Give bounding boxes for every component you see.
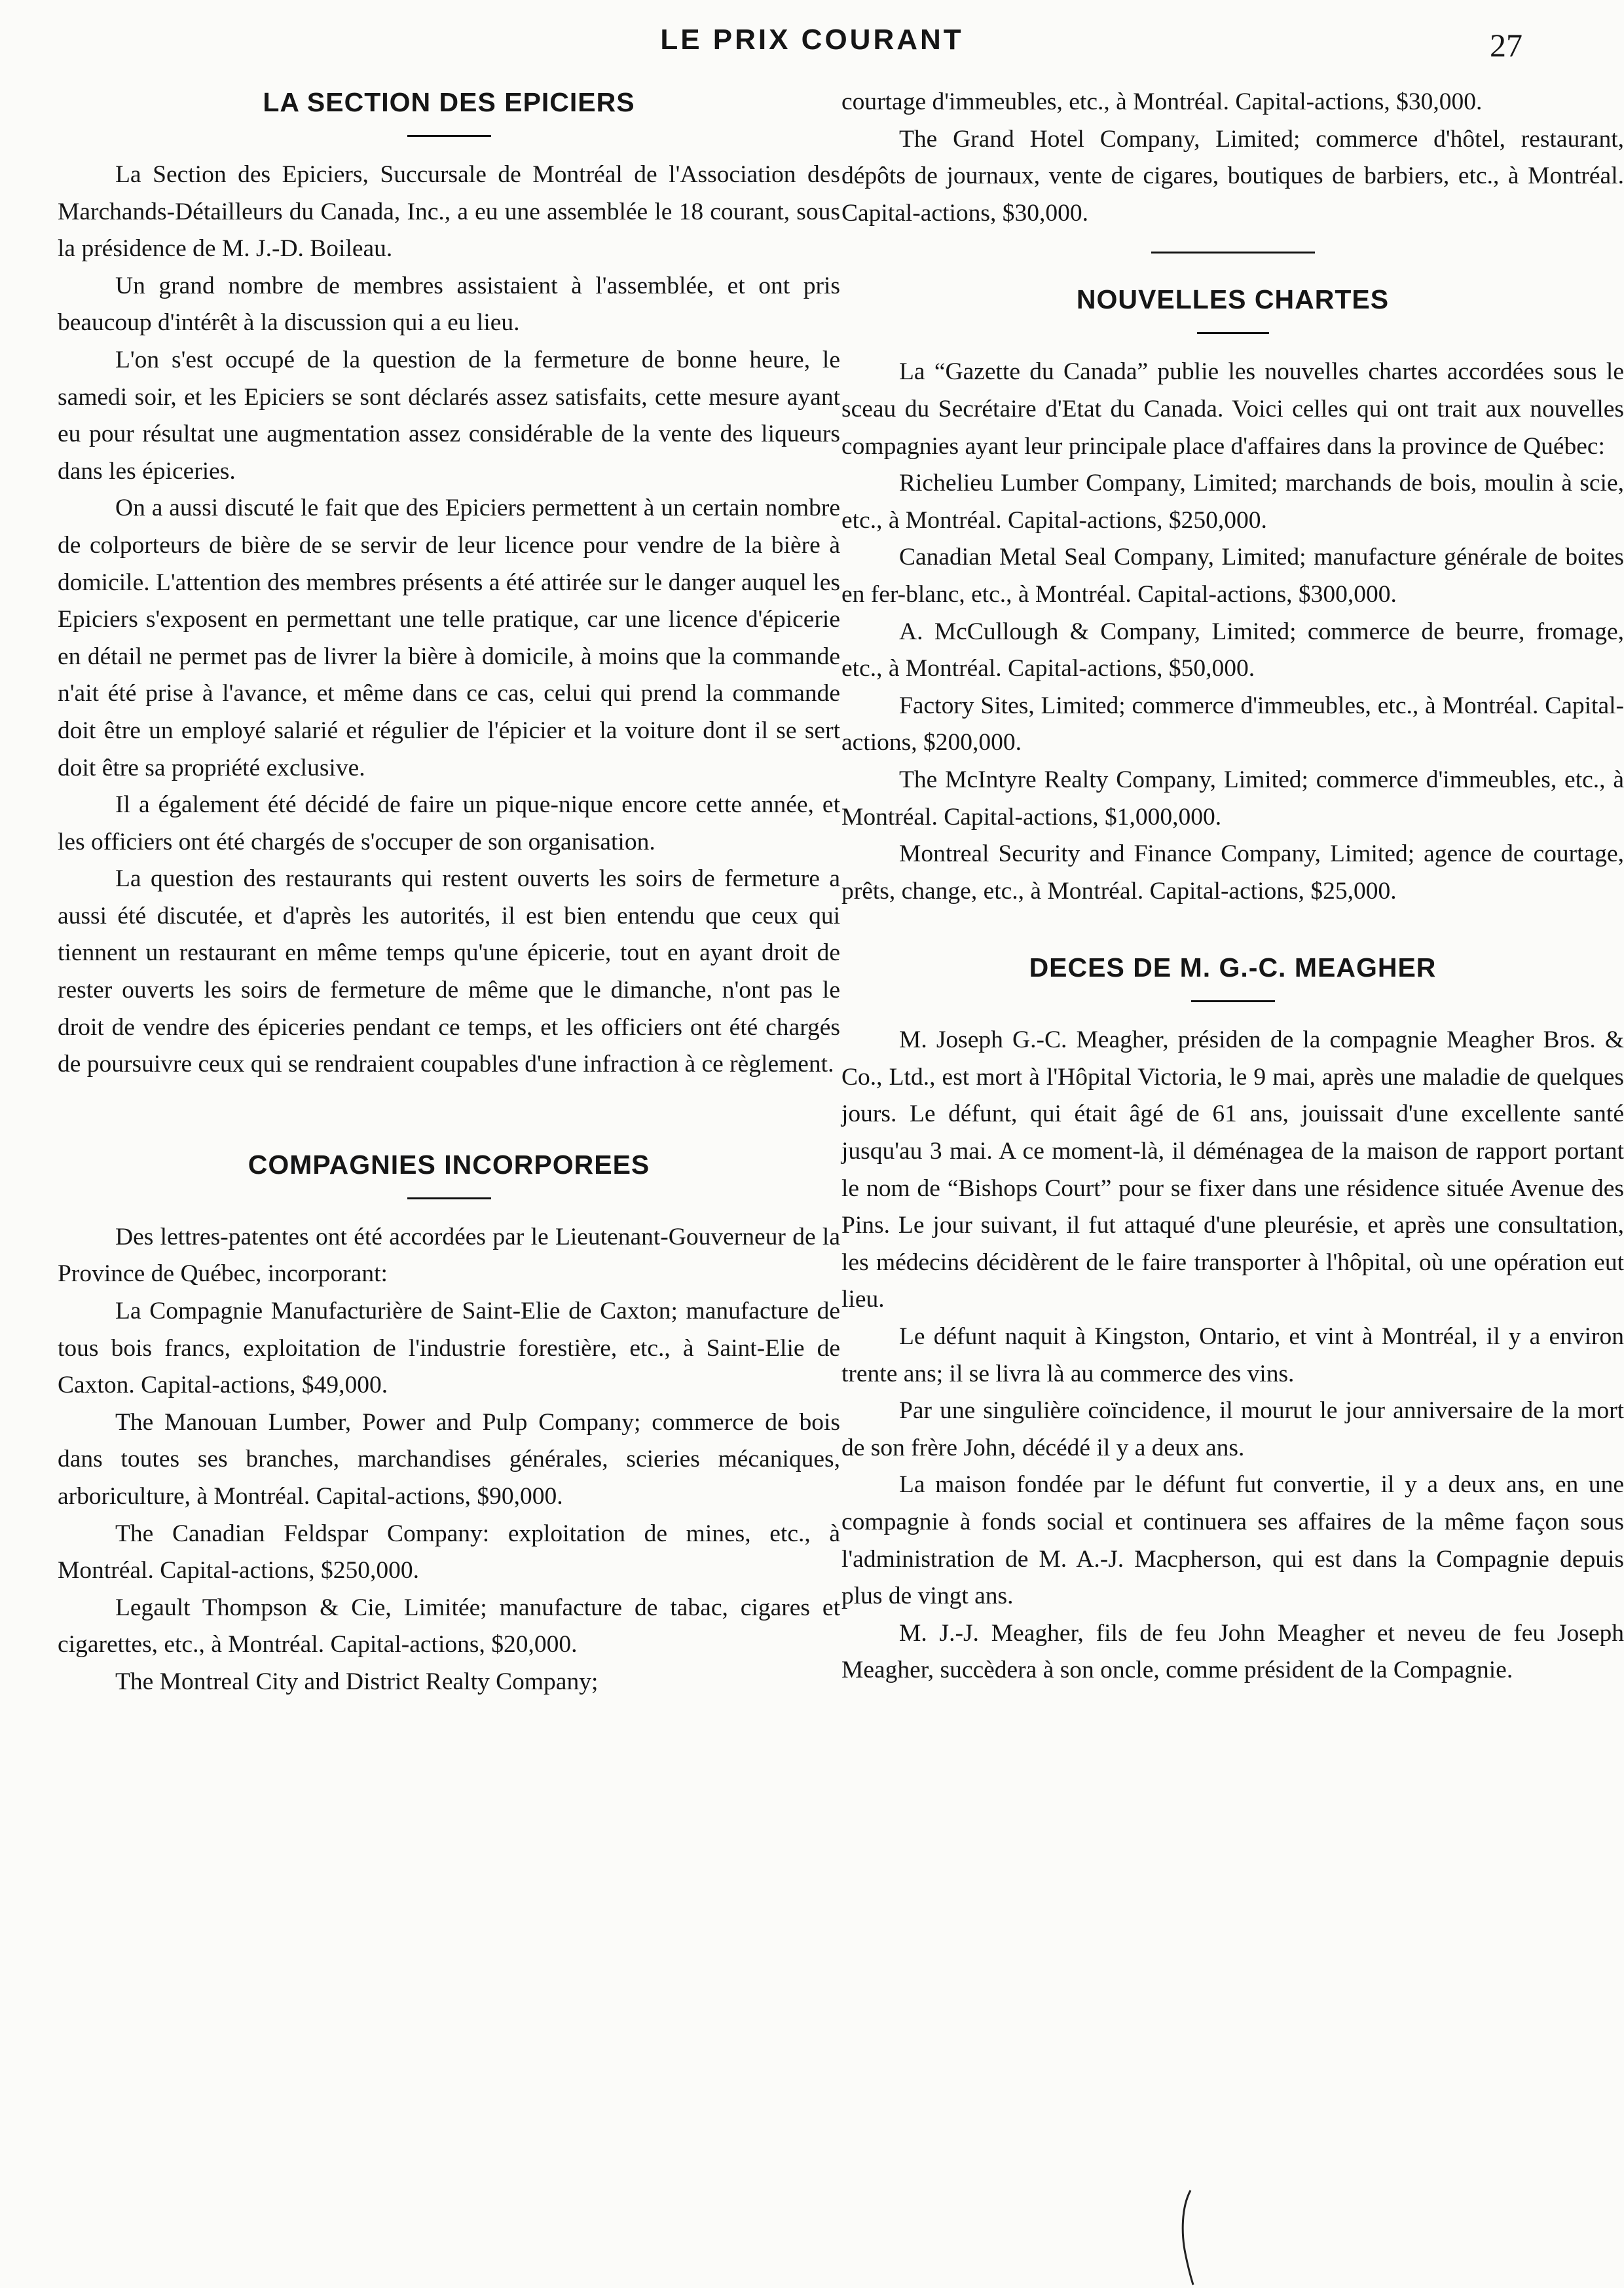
paragraph: M. J.-J. Meagher, fils de feu John Meagher et neveu de feu Joseph Meagher, succèdera à son oncle, comme président de la Compagnie. (841, 1619, 1624, 1684)
title-rule (1197, 332, 1269, 334)
paragraph: Un grand nombre de membres assistaient à l'assemblée, et ont pris beaucoup d'intérêt à la discussion qui a eu lieu. (58, 272, 840, 337)
paragraph: M. Joseph G.-C. Meagher, présiden de la compagnie Meagher Bros. & Co., Ltd., est mort à l'Hôpital Victoria, le 9 mai, après une maladie de quelques jours. Le défunt, qui était âgé de 61 ans, jouissait d'une excellente santé jusqu'au 3 mai. A ce moment-là, il déménagea de la maison de rapport portant le nom de “Bishops Court” pour se fixer dans une résidence située Avenue des Pins. Le jour suivant, il fut attaqué d'une pleurésie, et après une consultation, les médecins décidèrent de le faire transporter à l'hôpital, où une opération eut lieu. (841, 1026, 1624, 1313)
charter-entry: Montreal Security and Finance Company, Limited; agence de courtage, prêts, change, etc., à Montréal. Capital-actions, $25,000. (841, 840, 1624, 905)
deces-title: DECES DE M. G.-C. MEAGHER (1029, 952, 1437, 983)
closing-bracket-mark (1179, 2188, 1194, 2286)
chartes-title: NOUVELLES CHARTES (1076, 284, 1390, 315)
chartes-intro: La “Gazette du Canada” publie les nouvelles chartes accordées sous le sceau du Secrétaire d'Etat du Canada. Voici celles qui ont trait aux nouvelles compagnies ayant leur principale place d'affaires dans la province de Québec: (841, 358, 1624, 460)
paragraph: La Section des Epiciers, Succursale de Montréal de l'Association des Marchands-Détailleurs du Canada, Inc., a eu une assemblée le 18 courant, sous la présidence de M. J.-D. Boileau. (58, 161, 840, 263)
right-column (841, 84, 1624, 1689)
company-entry: La Compagnie Manufacturière de Saint-Elie de Caxton; manufacture de tous bois francs, exploitation de l'industrie forestière, etc., à Saint-Elie de Caxton. Capital-actions, $49,000. (58, 1298, 840, 1399)
continuation-entries (841, 84, 1624, 232)
title-rule (1191, 1000, 1275, 1002)
title-rule (407, 135, 491, 137)
section-gap (58, 1083, 840, 1146)
company-entry: courtage d'immeubles, etc., à Montréal. Capital-actions, $30,000. (841, 88, 1483, 115)
journal-title: LE PRIX COURANT (660, 24, 964, 56)
charter-entry: A. McCullough & Company, Limited; commerce de beurre, fromage, etc., à Montréal. Capital-actions, $50,000. (841, 618, 1624, 683)
title-rule (407, 1197, 491, 1199)
charter-entry: Canadian Metal Seal Company, Limited; manufacture générale de boites en fer-blanc, etc., à Montréal. Capital-actions, $300,000. (841, 544, 1624, 608)
page-number: 27 (1490, 27, 1522, 64)
company-entry: The Grand Hotel Company, Limited; commerce d'hôtel, restaurant, dépôts de journaux, vente de cigares, boutiques de barbiers, etc., à Montréal. Capital-actions, $30,000. (841, 125, 1624, 227)
charter-entry: The McIntyre Realty Company, Limited; commerce d'immeubles, etc., à Montréal. Capital-actions, $1,000,000. (841, 766, 1624, 831)
section-divider (1151, 252, 1315, 253)
paragraph: La question des restaurants qui restent ouverts les soirs de fermeture a aussi été discutée, et d'après les autorités, il est bien entendu que ceux qui tiennent un restaurant en même temps qu'une épicerie, tout en ayant droit de rester ouverts les soirs de fermeture de même que le dimanche, n'ont pas le droit de vendre des épiceries pendant ce temps, et les officiers ont été chargés de poursuivre ceux qui se rendraient coupables d'une infraction à ce règlement. (58, 865, 840, 1078)
left-column (58, 84, 840, 1701)
section-epiciers (58, 84, 840, 1083)
paragraph: La maison fondée par le défunt fut convertie, il y a deux ans, en une compagnie à fonds social et continuera ses affaires de la même façon sous l'administration de M. A.-J. Macpherson, qui est dans la Compagnie depuis plus de vingt ans. (841, 1471, 1624, 1610)
section-gap (841, 910, 1624, 949)
section-chartes (841, 281, 1624, 910)
company-entry: The Manouan Lumber, Power and Pulp Company; commerce de bois dans toutes ses branches, marchandises générales, scieries mécaniques, arboriculture, à Montréal. Capital-actions, $90,000. (58, 1408, 840, 1510)
running-header (0, 18, 1624, 64)
compagnies-intro: Des lettres-patentes ont été accordées par le Lieutenant-Gouverneur de la Province de Québec, incorporant: (58, 1223, 840, 1288)
section-deces (841, 949, 1624, 1689)
paragraph: On a aussi discuté le fait que des Epiciers permettent à un certain nombre de colporteurs de bière de se servir de leur licence pour vendre de la bière à domicile. L'attention des membres présents a été attirée sur le danger auquel les Epiciers s'exposent en permettant une telle pratique, car une licence d'épicerie en détail ne permet pas de livrer la bière à domicile, à moins que la commande n'ait été prise à l'avance, et même dans ce cas, celui qui prend la commande doit être un employé salarié et régulier de l'épicier et la voiture dont il se sert doit être sa propriété exclusive. (58, 495, 840, 781)
company-entry: Legault Thompson & Cie, Limitée; manufacture de tabac, cigares et cigarettes, etc., à Montréal. Capital-actions, $20,000. (58, 1594, 840, 1659)
paragraph: L'on s'est occupé de la question de la fermeture de bonne heure, le samedi soir, et les Epiciers se sont déclarés assez satisfaits, cette mesure ayant eu pour résultat une augmentation assez considérable de la vente des liqueurs dans les épiceries. (58, 346, 840, 485)
compagnies-title: COMPAGNIES INCORPOREES (248, 1149, 650, 1180)
charter-entry: Factory Sites, Limited; commerce d'immeubles, etc., à Montréal. Capital-actions, $200,000. (841, 692, 1624, 757)
section-epiciers-title: LA SECTION DES EPICIERS (263, 87, 635, 117)
paragraph: Par une singulière coïncidence, il mourut le jour anniversaire de la mort de son frère John, décédé il y a deux ans. (841, 1397, 1624, 1461)
charter-entry: Richelieu Lumber Company, Limited; marchands de bois, moulin à scie, etc., à Montréal. Capital-actions, $250,000. (841, 470, 1624, 534)
section-compagnies (58, 1146, 840, 1701)
paragraph: Il a également été décidé de faire un pique-nique encore cette année, et les officiers ont été chargés de s'occuper de son organisation. (58, 791, 840, 855)
company-entry: The Canadian Feldspar Company: exploitation de mines, etc., à Montréal. Capital-actions, $250,000. (58, 1520, 840, 1585)
company-entry: The Montreal City and District Realty Company; (115, 1668, 599, 1695)
paragraph: Le défunt naquit à Kingston, Ontario, et vint à Montréal, il y a environ trente ans; il se livra là au commerce des vins. (841, 1323, 1624, 1387)
